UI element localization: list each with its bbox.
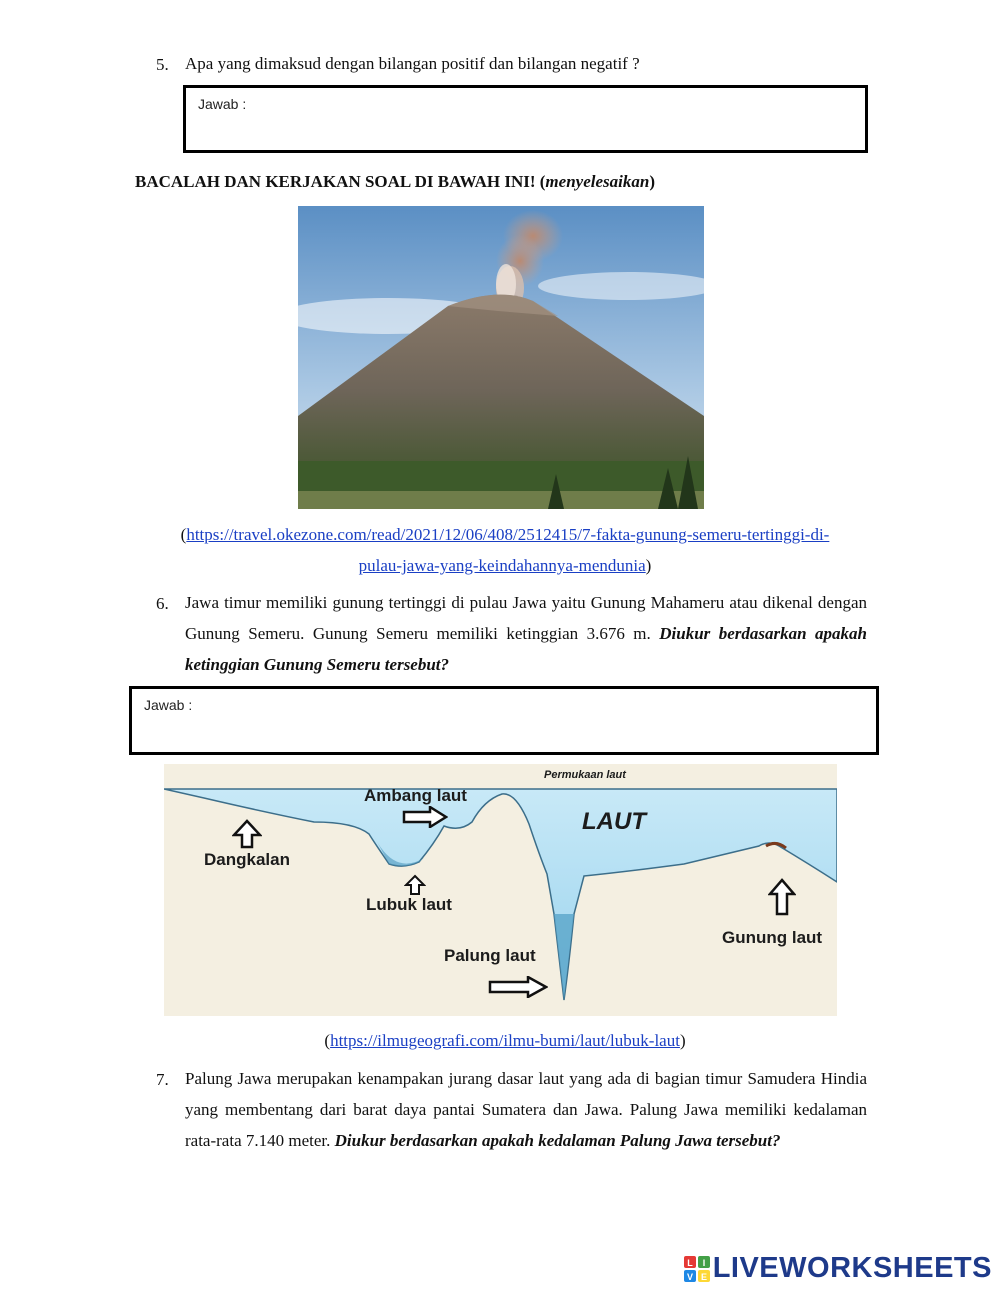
trench-label: Palung laut bbox=[444, 946, 536, 965]
logo-tiles-icon bbox=[684, 1256, 710, 1282]
answer-box-5[interactable] bbox=[183, 85, 868, 153]
question-6-body: Jawa timur memiliki gunung tertinggi di pulau Jawa yaitu Gunung Mahameru atau dikenal dengan Gunung Semeru. Gunung Semeru memiliki ketinggian 3.676 m. bbox=[185, 593, 867, 643]
sill-label: Ambang laut bbox=[364, 786, 467, 805]
liveworksheets-logo bbox=[684, 1252, 992, 1285]
volcano-citation bbox=[110, 519, 900, 581]
question-5-text: Apa yang dimaksud dengan bilangan positif dan bilangan negatif ? bbox=[185, 54, 640, 73]
volcano-image bbox=[298, 206, 704, 509]
basin-label: Lubuk laut bbox=[366, 895, 452, 914]
question-6-text bbox=[185, 587, 867, 680]
shelf-label: Dangkalan bbox=[204, 850, 290, 869]
question-7-body: Palung Jawa merupakan kenampakan jurang dasar laut yang ada di bagian timur Samudera Hindia yang membentang dari barat daya pantai Sumatera dan Jawa. Palung Jawa memiliki kedalaman rata-rata 7.140 meter. bbox=[185, 1069, 867, 1150]
volcano-source-link-cont[interactable]: pulau-jawa-yang-keindahannya-mendunia bbox=[358, 556, 646, 575]
question-7-emphasis: Diukur berdasarkan apakah kedalaman Palung Jawa tersebut? bbox=[334, 1131, 781, 1150]
sea-label: LAUT bbox=[582, 808, 646, 835]
svg-text:E: E bbox=[700, 1271, 707, 1282]
seamount-label: Gunung laut bbox=[722, 928, 823, 947]
sea-source-link[interactable]: https://ilmugeografi.com/ilmu-bumi/laut/lubuk-laut bbox=[330, 1031, 680, 1050]
heading-italic: menyelesaikan bbox=[545, 172, 650, 191]
citation-open: ( bbox=[324, 1031, 331, 1050]
question-7-number: 7. bbox=[156, 1070, 169, 1089]
svg-text:L: L bbox=[686, 1257, 693, 1268]
surface-label: Permukaan laut bbox=[544, 769, 626, 781]
heading-close: ) bbox=[649, 172, 655, 191]
volcano-source-link[interactable]: https://travel.okezone.com/read/2021/12/06/408/2512415/7-fakta-gunung-semeru-tertinggi-di- bbox=[186, 525, 830, 544]
question-6-emphasis: Diukur berdasarkan apakah ketinggian Gunung Semeru tersebut? bbox=[185, 624, 868, 674]
section-heading bbox=[135, 172, 655, 192]
sea-floor-diagram bbox=[164, 764, 837, 1016]
logo-text: LIVEWORKSHEETS bbox=[712, 1252, 992, 1284]
citation-close: ) bbox=[679, 1031, 686, 1050]
svg-text:I: I bbox=[702, 1257, 705, 1268]
answer-box-6[interactable] bbox=[129, 686, 879, 755]
question-7-text bbox=[185, 1063, 867, 1156]
arrow-right-icon bbox=[488, 976, 548, 998]
question-5-number: 5. bbox=[156, 55, 169, 74]
sea-citation bbox=[110, 1025, 900, 1056]
arrow-up-icon bbox=[404, 874, 426, 896]
svg-text:V: V bbox=[686, 1271, 693, 1282]
answer-label: Jawab : bbox=[144, 697, 193, 713]
citation-close: ) bbox=[645, 556, 652, 575]
answer-label: Jawab : bbox=[198, 96, 247, 112]
arrow-right-icon bbox=[402, 806, 448, 828]
arrow-up-icon bbox=[232, 819, 262, 849]
question-6-number: 6. bbox=[156, 594, 169, 613]
arrow-up-icon bbox=[768, 878, 796, 916]
heading-bold: BACALAH DAN KERJAKAN SOAL DI BAWAH INI! ( bbox=[135, 172, 546, 191]
citation-open: ( bbox=[180, 525, 187, 544]
